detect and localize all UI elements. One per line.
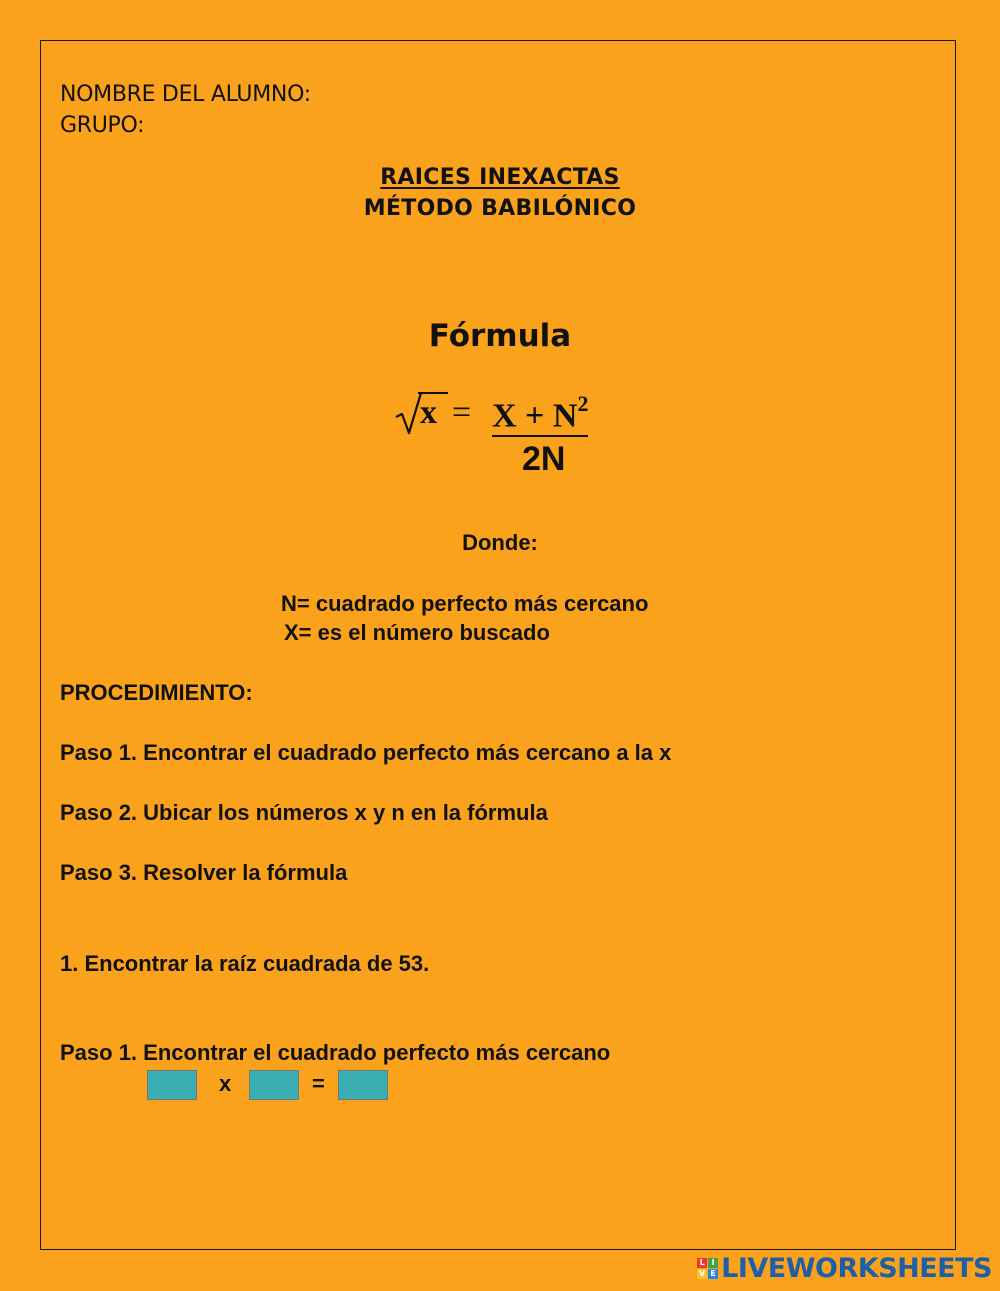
logo-letter-l: L: [697, 1258, 707, 1268]
student-name-label: NOMBRE DEL ALUMNO:: [60, 82, 311, 107]
logo-letter-i: I: [708, 1258, 718, 1268]
worksheet-title: RAICES INEXACTAS: [380, 165, 620, 190]
logo-letter-v: V: [699, 1269, 706, 1278]
formula-denominator: 2N: [522, 440, 566, 478]
definitions-heading: Donde:: [462, 530, 538, 555]
liveworksheets-brand[interactable]: [697, 1253, 992, 1284]
procedure-step-1: Paso 1. Encontrar el cuadrado perfecto más cercano a la x: [60, 740, 672, 765]
formula: [394, 388, 614, 478]
times-symbol: x: [219, 1071, 232, 1096]
formula-numerator: [492, 391, 589, 437]
answer-box-result[interactable]: [338, 1070, 388, 1100]
procedure-step-2: Paso 2. Ubicar los números x y n en la fórmula: [60, 800, 548, 825]
liveworksheets-logo-icon: [697, 1258, 718, 1279]
answer-box-factor-1[interactable]: [147, 1070, 197, 1100]
group-label: GRUPO:: [60, 113, 145, 138]
exercise-prompt: 1. Encontrar la raíz cuadrada de 53.: [60, 951, 430, 976]
radicand: x: [420, 394, 437, 431]
worksheet-subtitle: MÉTODO BABILÓNICO: [363, 196, 637, 221]
equals-symbol: =: [312, 1071, 325, 1096]
answer-box-factor-2[interactable]: [249, 1070, 299, 1100]
numerator-text: X + N: [492, 397, 578, 435]
procedure-step-3: Paso 3. Resolver la fórmula: [60, 860, 348, 885]
logo-letter-e: E: [708, 1269, 718, 1279]
exercise-step-1: Paso 1. Encontrar el cuadrado perfecto más cercano: [60, 1040, 611, 1065]
formula-heading: Fórmula: [428, 318, 572, 354]
formula-equals: =: [452, 394, 472, 431]
procedure-heading: PROCEDIMIENTO:: [60, 680, 253, 705]
definition-x: X= es el número buscado: [284, 620, 550, 645]
liveworksheets-wordmark: LIVEWORKSHEETS: [721, 1253, 992, 1284]
numerator-exponent: 2: [577, 391, 589, 416]
definition-n: N= cuadrado perfecto más cercano: [281, 591, 649, 616]
